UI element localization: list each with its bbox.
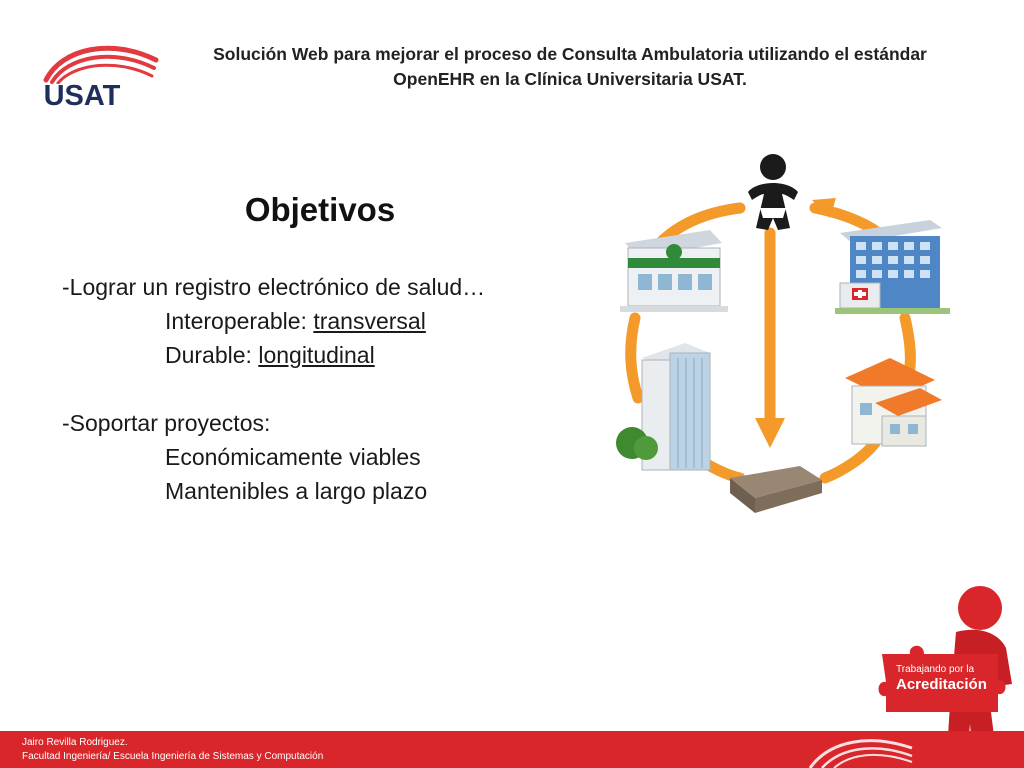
badge-line-1: Trabajando por la <box>896 664 975 675</box>
sub-label: Durable: <box>165 342 259 368</box>
objectives-list <box>62 270 582 508</box>
footer-faculty: Facultad Ingeniería/ Escuela Ingeniería de Sistemas y Computación <box>22 751 324 762</box>
sub-label: Interoperable: <box>165 308 314 334</box>
objective-2-heading: -Soportar proyectos: <box>62 410 271 436</box>
objective-2-sub-2: Mantenibles a largo plazo <box>165 478 428 504</box>
pharmacy-building-icon <box>620 230 728 312</box>
usat-logo <box>42 40 160 114</box>
slide-header-title <box>160 42 980 92</box>
header-title-line-2: OpenEHR en la Clínica Universitaria USAT. <box>393 69 747 89</box>
hospital-building-icon <box>835 220 950 314</box>
footer-swoosh-icon <box>800 728 920 768</box>
baby-icon <box>748 154 798 230</box>
section-title: Objetivos <box>244 191 396 228</box>
header-title-line-1: Solución Web para mejorar el proceso de Consulta Ambulatoria utilizando el estándar <box>213 44 927 64</box>
objective-1-sub-1 <box>62 304 582 338</box>
coffin-icon <box>730 466 822 513</box>
house-icon <box>845 358 942 446</box>
logo-swoosh-icon <box>42 40 160 84</box>
sub-value: transversal <box>313 308 426 334</box>
health-lifecycle-illustration <box>590 148 980 528</box>
objective-2-sub-1: Económicamente viables <box>165 444 421 470</box>
logo-text: USAT <box>43 80 121 112</box>
sub-value: longitudinal <box>258 342 375 368</box>
accreditation-badge-text <box>896 664 1006 693</box>
footer-author: Jairo Revilla Rodriguez. <box>22 737 128 748</box>
objective-1-heading: -Lograr un registro electrónico de salud… <box>62 274 486 300</box>
objective-1-sub-2 <box>62 338 582 372</box>
spacer <box>62 372 582 406</box>
badge-line-2: Acreditación <box>896 676 987 693</box>
